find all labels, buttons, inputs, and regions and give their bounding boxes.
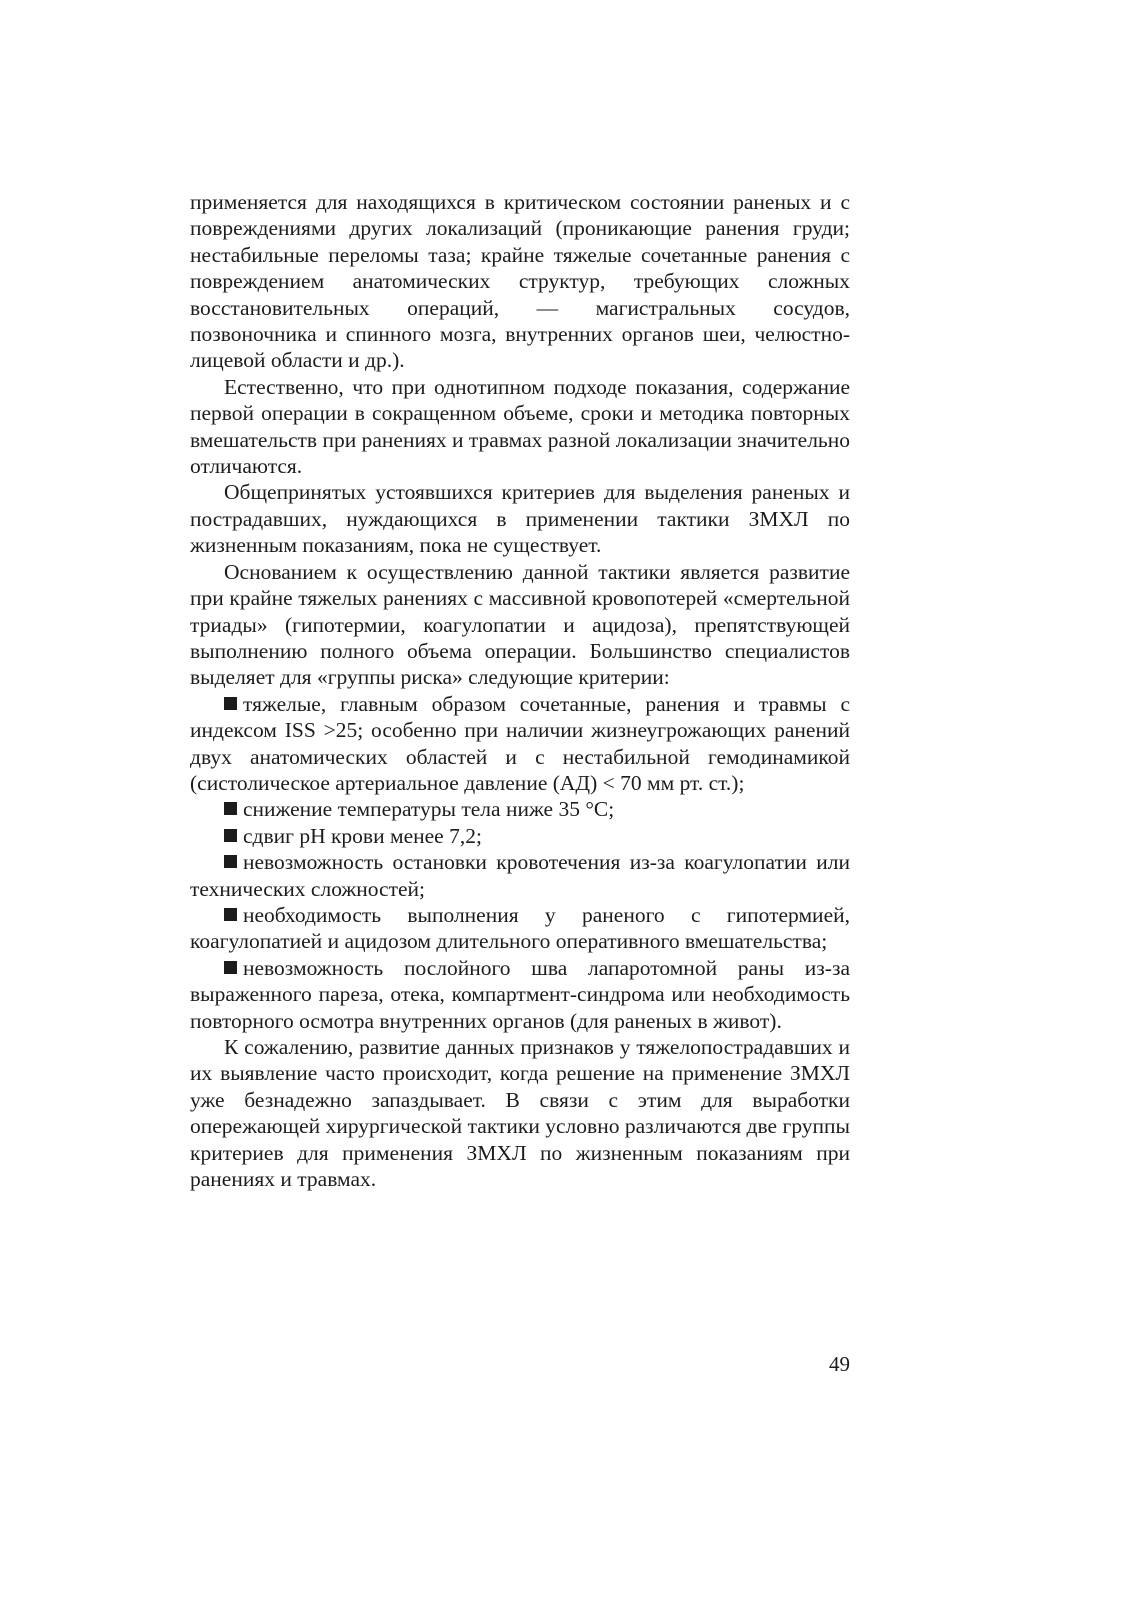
page-number: 49	[829, 1352, 850, 1376]
paragraph-continuation: применяется для находящихся в критическом состоянии раненых и с повреждениями других локализаций (проникающие ранения груди; нестабильные переломы таза; крайне тяжелые сочетанные ранения с повреждением анатомических структур, требующих сложных восстановительных операций, — магистральных сосудов, позвоночника и спинного мозга, внутренних органов шеи, челюстно-лицевой области и др.).	[190, 190, 850, 373]
bullet-text: невозможность остановки кровотечения из-за коагулопатии или технических сложностей;	[190, 850, 850, 901]
bullet-text: сдвиг pH крови менее 7,2;	[243, 823, 482, 848]
square-bullet-icon	[224, 855, 237, 868]
bullet-text: тяжелые, главным образом сочетанные, ранения и травмы с индексом ISS >25; особенно при наличии жизнеугрожающих ранений двух анатомических областей и с нестабильной гемодинамикой (систолическое артериальное давление (АД) < 70 мм рт. ст.);	[190, 691, 850, 795]
bullet-text: снижение температуры тела ниже 35 °C;	[243, 797, 615, 822]
paragraph: Общепринятых устоявшихся критериев для выделения раненых и пострадавших, нуждающихся в применении тактики ЗМХЛ по жизненным показаниям, пока не существует.	[190, 480, 850, 558]
bullet-text: невозможность послойного шва лапаротомной раны из-за выраженного пареза, отека, компартмент-синдрома или необходимость повторного осмотра внутренних органов (для раненых в живот).	[190, 955, 850, 1033]
bullet-item	[190, 691, 850, 797]
bullet-text: необходимость выполнения у раненого с гипотермией, коагулопатией и ацидозом длительного оперативного вмешательства;	[190, 902, 850, 954]
bullet-item	[190, 955, 850, 1034]
bullet-item	[190, 796, 850, 822]
square-bullet-icon	[224, 697, 237, 710]
square-bullet-icon	[224, 961, 237, 974]
square-bullet-icon	[224, 802, 237, 815]
bullet-item	[190, 849, 850, 902]
body-text	[190, 189, 850, 1192]
square-bullet-icon	[224, 829, 237, 842]
square-bullet-icon	[224, 908, 237, 921]
paragraph: Естественно, что при однотипном подходе показания, содержание первой операции в сокращенном объеме, сроки и методика повторных вмешательств при ранениях и травмах разной локализации значительно отличаются.	[190, 374, 850, 479]
paragraph: Основанием к осуществлению данной тактики является развитие при крайне тяжелых ранениях с массивной кровопотерей «смертельной триады» (гипотермии, коагулопатии и ацидоза), препятствующей выполнению полного объема операции. Большинство специалистов выделяет для «группы риска» следующие критерии:	[190, 559, 850, 690]
bullet-item	[190, 902, 850, 955]
bullet-item	[190, 823, 850, 849]
paragraph: К сожалению, развитие данных признаков у тяжелопострадавших и их выявление часто происходит, когда решение на применение ЗМХЛ уже безнадежно запаздывает. В связи с этим для выработки опережающей хирургической тактики условно различаются две группы критериев для применения ЗМХЛ по жизненным показаниям при ранениях и травмах.	[190, 1035, 850, 1192]
